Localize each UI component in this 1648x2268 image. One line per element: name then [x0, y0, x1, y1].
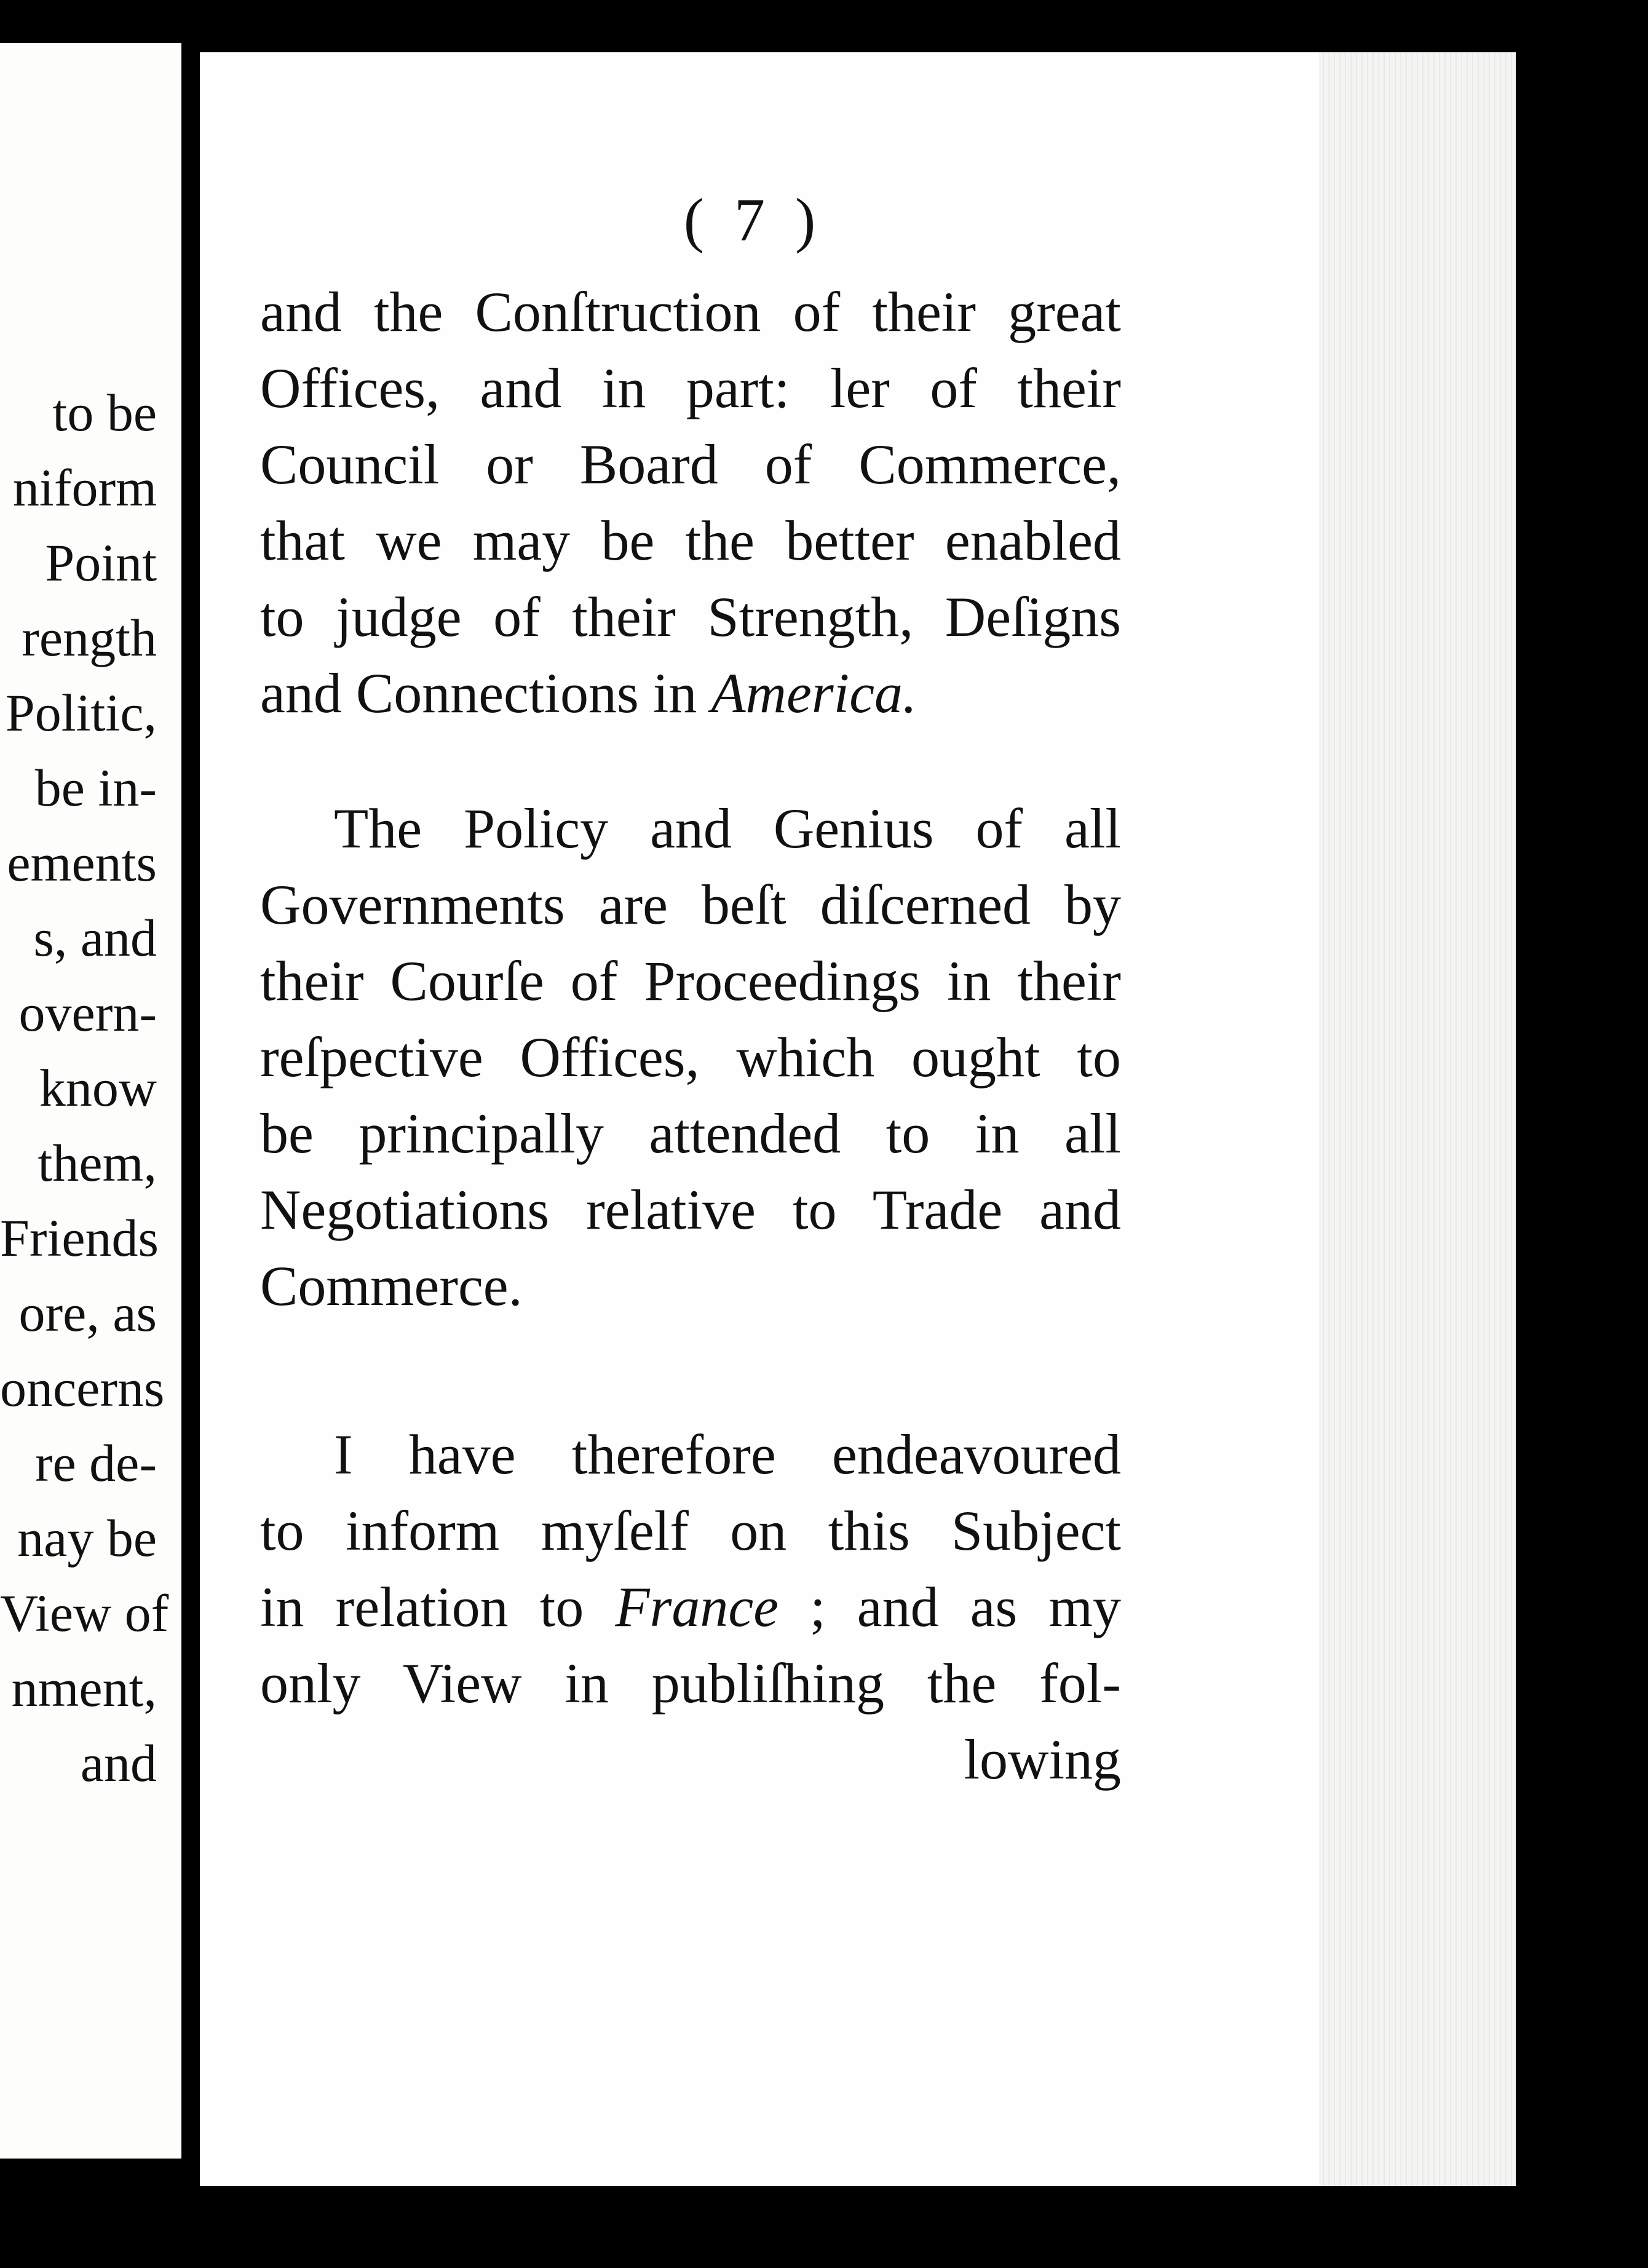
left-line: Point — [45, 533, 157, 592]
catchword: lowing — [964, 1728, 1121, 1791]
text-line: to inform myſelf on this Subject — [260, 1499, 1121, 1562]
left-line: be in- — [34, 758, 157, 817]
text-line: Offices, and in part: ler of their — [260, 357, 1121, 419]
left-line: Friends — [0, 1208, 159, 1267]
text-line: Commerce. — [260, 1255, 523, 1317]
book-gutter — [181, 43, 200, 2159]
left-line: overn- — [18, 983, 157, 1042]
text-run: and Connections in — [260, 662, 711, 724]
left-line: s, and — [33, 908, 157, 967]
left-line: nment, — [11, 1659, 157, 1718]
paragraph-gap — [260, 731, 1121, 790]
text-line — [260, 1569, 1121, 1645]
text-run: ; and as my — [778, 1576, 1122, 1638]
right-page — [200, 52, 1516, 2186]
left-page-text — [0, 375, 169, 1801]
text-line: and the Conſtruction of their great — [260, 280, 1121, 343]
text-line — [260, 655, 1121, 731]
text-line: Negotiations relative to Trade and — [260, 1178, 1121, 1241]
left-line: niform — [12, 458, 157, 517]
italic-place-name: America. — [711, 662, 917, 724]
paragraph-gap — [260, 1324, 1121, 1416]
text-line: reſpective Offices, which ought to — [260, 1026, 1121, 1088]
left-line: Politic, — [5, 683, 157, 742]
body-text — [260, 274, 1121, 1798]
text-line: only View in publiſhing the fol- — [260, 1652, 1121, 1715]
text-line: Governments are beſt diſcerned by — [260, 873, 1121, 936]
left-line: and — [80, 1734, 157, 1793]
left-line: View of — [0, 1584, 169, 1643]
left-line: know — [39, 1058, 157, 1117]
left-line: ements — [7, 833, 157, 892]
text-line: Council or Board of Commerce, — [260, 433, 1121, 496]
text-line: their Courſe of Proceedings in their — [260, 950, 1121, 1012]
page-number: ( 7 ) — [683, 186, 823, 254]
left-line: re de- — [34, 1433, 157, 1493]
left-line: them, — [38, 1133, 157, 1192]
left-line: oncerns — [0, 1358, 165, 1418]
left-line: ore, as — [18, 1283, 157, 1342]
text-line: be principally attended to in all — [260, 1102, 1121, 1165]
text-line: to judge of their Strength, Deſigns — [260, 585, 1121, 648]
text-line: The Policy and Genius of all — [334, 797, 1121, 860]
left-line: rength — [22, 608, 157, 667]
page-edges — [1319, 52, 1516, 2186]
left-page-fragment — [0, 43, 181, 2159]
text-line: I have therefore endeavoured — [334, 1423, 1121, 1486]
italic-place-name: France — [615, 1576, 779, 1638]
text-line: that we may be the better enabled — [260, 509, 1121, 572]
text-run: in relation to — [260, 1576, 616, 1638]
left-line: nay be — [17, 1509, 157, 1568]
left-line: to be — [52, 383, 157, 442]
